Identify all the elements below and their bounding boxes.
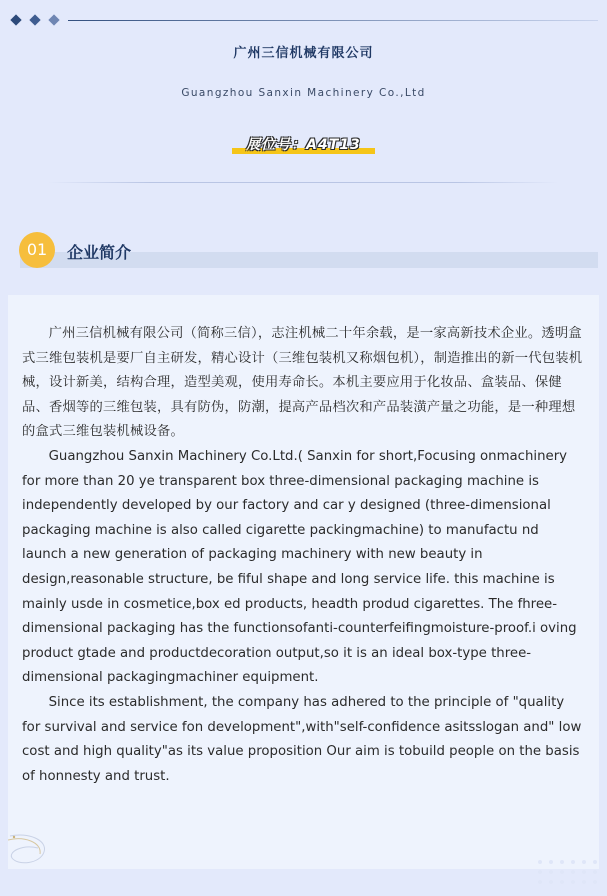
top-decoration [12,14,602,26]
booth-number: 展位号：A4T13 [246,137,361,153]
company-name-cn: 广州三信机械有限公司 [233,46,374,61]
paragraph-en-1: Guangzhou Sanxin Machinery Co.Ltd.( Sanxin for short,Focusing onmachinery for more than 20 ye transparent box three-dimensional packaging machine is independently developed by our factory and car y designed (three-dimensional packaging machine is also called cigarette packingmachine) to manufactu nd launch a new generation of packaging machinery with new beauty in design,reasonable structure, be fiful shape and long service life. this machine is mainly usde in cosmetice,box ed products, headth produd cigarettes. The fhree-dimensional packaging has the functionsofanti-counterfeifingmoisture-proof.i oving product gtade and productdecoration output,so it is an ideal box-type three-dimensional packagingmachiner equipment. [22,448,577,686]
dot-grid-icon [538,860,600,890]
section-divider [48,182,558,183]
grid-dot [560,870,564,874]
grid-dot [538,870,542,874]
section-number-badge: 01 [19,232,55,268]
grid-dot [571,870,575,874]
header-divider [68,20,598,21]
grid-dot [560,880,564,884]
paragraph-cn: 广州三信机械有限公司（简称三信），志注机械二十年余载，是一家高新技术企业。透明盒式三维包装机是要厂自主研发，精心设计（三维包装机又称烟包机），制造推出的新一代包装机械，设计新美，结构合理，造型美观，使用寿命长。本机主要应用于化妆品、盒装品、保健品、香烟等的三维包装，具有防伪，防潮，提高产品档次和产品装潢产量之功能，是一种理想的盒式三维包装机械设备。 [22,326,583,440]
swirl-icon [8,830,50,870]
company-description [22,322,586,789]
diamond-icon [29,14,40,25]
booth-badge [238,134,369,154]
diamond-icon [48,14,59,25]
grid-dot [560,860,564,864]
grid-dot [538,880,542,884]
grid-dot [593,880,597,884]
grid-dot [593,860,597,864]
grid-dot [549,860,553,864]
grid-dot [582,880,586,884]
diamond-icon [10,14,21,25]
booth-number-block [0,134,607,154]
grid-dot [593,870,597,874]
section-title: 企业简介 [67,243,132,262]
grid-dot [582,860,586,864]
grid-dot [549,870,553,874]
company-name-en: Guangzhou Sanxin Machinery Co.,Ltd [181,87,426,99]
grid-dot [538,860,542,864]
paragraph-en-2: Since its establishment, the company has adhered to the principle of "quality for survival and service fon development",with"self-confidence asitsslogan and" low cost and high quality"as its value proposition Our aim is tobuild people on the basis of honnesty and trust. [22,694,582,784]
grid-dot [571,880,575,884]
grid-dot [549,880,553,884]
grid-dot [571,860,575,864]
grid-dot [582,870,586,874]
content-card [8,295,599,869]
